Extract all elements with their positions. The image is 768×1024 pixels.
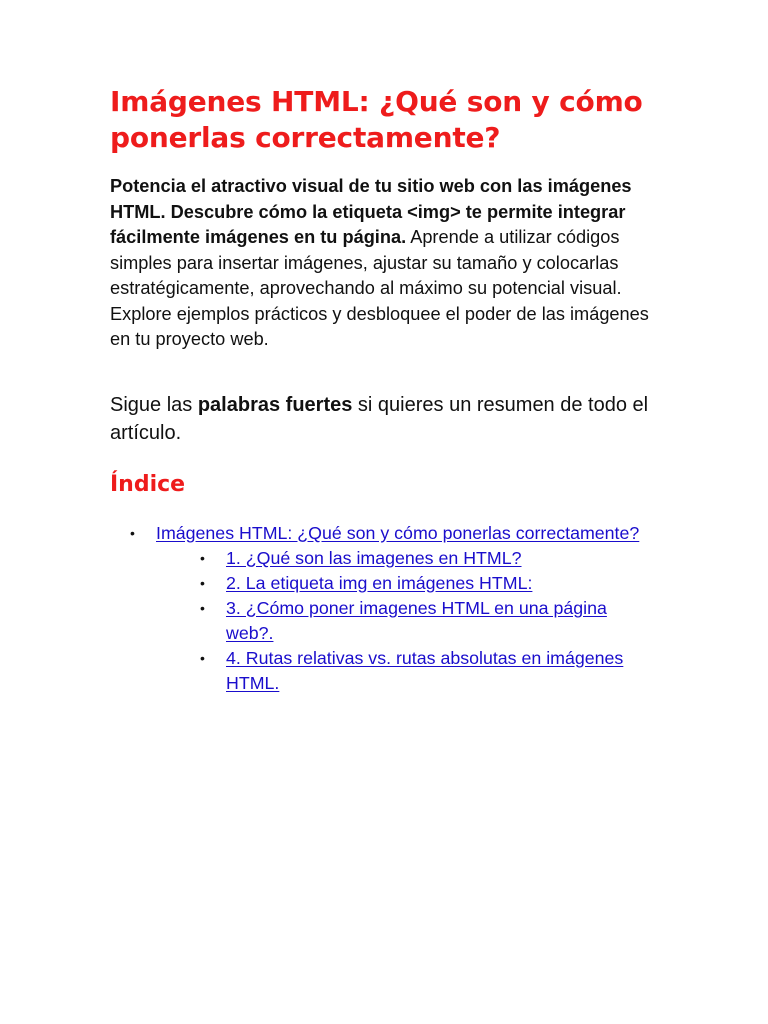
index-heading: Índice: [110, 471, 186, 497]
toc-link-section-4[interactable]: 4. Rutas relativas vs. rutas absolutas en imágenes HTML.: [226, 647, 624, 693]
toc-item: [110, 521, 658, 546]
bullet-icon: •: [200, 599, 205, 616]
toc-item: [110, 646, 658, 696]
summary-bold-text: palabras fuertes: [197, 393, 353, 416]
toc-link-section-3[interactable]: 3. ¿Cómo poner imagenes HTML en una página web?.: [226, 597, 607, 643]
bullet-icon: •: [200, 649, 205, 666]
toc-item: [110, 571, 658, 596]
intro-regular-text: Aprende a utilizar códigos simples para insertar imágenes, ajustar su tamaño y colocarlas estratégicamente, aprovechando al máximo su potencial visual. Explore ejemplos prácticos y desbloquee el poder de las imágenes en tu proyecto web.: [110, 227, 649, 349]
page-title: Imágenes HTML: ¿Qué son y cómo ponerlas correctamente?: [110, 85, 643, 154]
intro-paragraph: [110, 174, 658, 353]
article: [110, 84, 658, 696]
bullet-icon: •: [200, 574, 205, 591]
toc-link-section-1[interactable]: 1. ¿Qué son las imagenes en HTML?: [226, 547, 522, 568]
toc-item: [110, 546, 658, 571]
bullet-icon: •: [130, 524, 135, 541]
toc-link-main[interactable]: Imágenes HTML: ¿Qué son y cómo ponerlas correctamente?: [156, 522, 640, 543]
summary-note: [110, 391, 658, 447]
intro-bold-text: Potencia el atractivo visual de tu sitio web con las imágenes HTML. Descubre cómo la etiqueta <img> te permite integrar fácilmente imágenes en tu página.: [110, 176, 632, 247]
summary-text-end: si quieres un resumen de todo el artículo.: [110, 393, 649, 444]
bullet-icon: •: [200, 549, 205, 566]
summary-text-start: Sigue las: [110, 393, 198, 416]
toc-link-section-2[interactable]: 2. La etiqueta img en imágenes HTML:: [226, 572, 533, 593]
toc-item: [110, 596, 658, 646]
table-of-contents: [110, 521, 658, 696]
